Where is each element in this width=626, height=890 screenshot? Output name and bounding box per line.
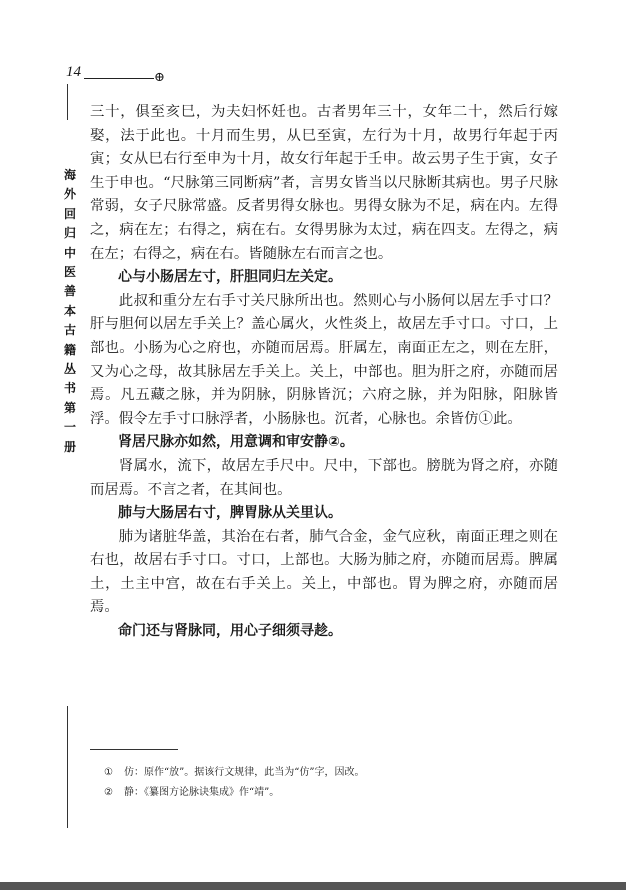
footnote-rule (90, 749, 178, 750)
footnote-2-number: ② (104, 787, 113, 798)
verse-heading-1: 心与小肠居左寸，肝胆同归左关定。 (118, 269, 342, 286)
paragraph-1: 三十，俱至亥巳，为夫妇怀妊也。古者男年三十，女年二十，然后行嫁娶，法于此也。十月而生男，从巳至寅，左行为十月，故男行年起于丙寅；女从巳右行至申为十月，故女行年起于壬申。故云男子生于寅，女子生于申也。“尺脉第三同断病”者，言男女皆当以尺脉断其病也。男子尺脉常弱，女子尺脉常盛。反者男得女脉也。男得女脉为不足，病在内。左得之，病在左；右得之，病在右。女得男脉为太过，病在四支。左得之，病在左；右得之，病在右。皆随脉左右而言之也。 (90, 104, 558, 262)
header-rule (84, 78, 154, 79)
verse-heading-4: 命门还与肾脉同，用心子细须寻趁。 (118, 623, 342, 640)
footnote-1-number: ① (104, 767, 113, 778)
series-title: 海外回归中医善本古籍丛书第一册 (63, 168, 76, 454)
bottom-bar (0, 882, 626, 890)
side-rule-top (67, 84, 68, 120)
footnote-1-text: 仿：原作“放”。据该行文规律，此当为“仿”字，因改。 (124, 767, 365, 778)
verse-heading-2: 肾居尺脉亦如然，用意调和审安静②。 (118, 434, 354, 451)
footnote-1 (104, 763, 544, 783)
page-number: 14 (66, 64, 81, 80)
body-text (90, 101, 558, 644)
footnotes (104, 763, 544, 803)
side-rule-bottom (67, 706, 68, 828)
footnote-2-text: 静：《纂图方论脉诀集成》作“靖”。 (124, 787, 280, 798)
paragraph-2: 此叔和重分左右手寸关尺脉所出也。然则心与小肠何以居左手寸口？肝与胆何以居左手关上？盖心属火，火性炎上，故居左手寸口。寸口，上部也。小肠为心之府也，亦随而居焉。肝属左，南面正左之，则在左肝，又为心之母，故其脉居左手关上。关上，中部也。胆为肝之府，亦随而居焉。凡五藏之脉，并为阴脉，阴脉皆沉；六府之脉，并为阳脉，阳脉皆浮。假令左手寸口脉浮者，小肠脉也。沉者，心脉也。余皆仿①此。 (90, 292, 558, 427)
paragraph-3: 肾属水，流下，故居左手尺中。尺中，下部也。膀胱为肾之府，亦随而居焉。不言之者，在其间也。 (90, 457, 558, 498)
verse-heading-3: 肺与大肠居右寸，脾胃脉从关里认。 (118, 505, 342, 522)
footnote-2 (104, 783, 544, 803)
header-circle-icon: ⊕ (154, 70, 165, 85)
paragraph-4: 肺为诸脏华盖，其治在右者，肺气合金，金气应秋，南面正理之则在右也，故居右手寸口。寸口，上部也。大肠为肺之府，亦随而居焉。脾属土，土主中宫，故在右手关上。关上，中部也。胃为脾之府，亦随而居焉。 (90, 528, 558, 616)
